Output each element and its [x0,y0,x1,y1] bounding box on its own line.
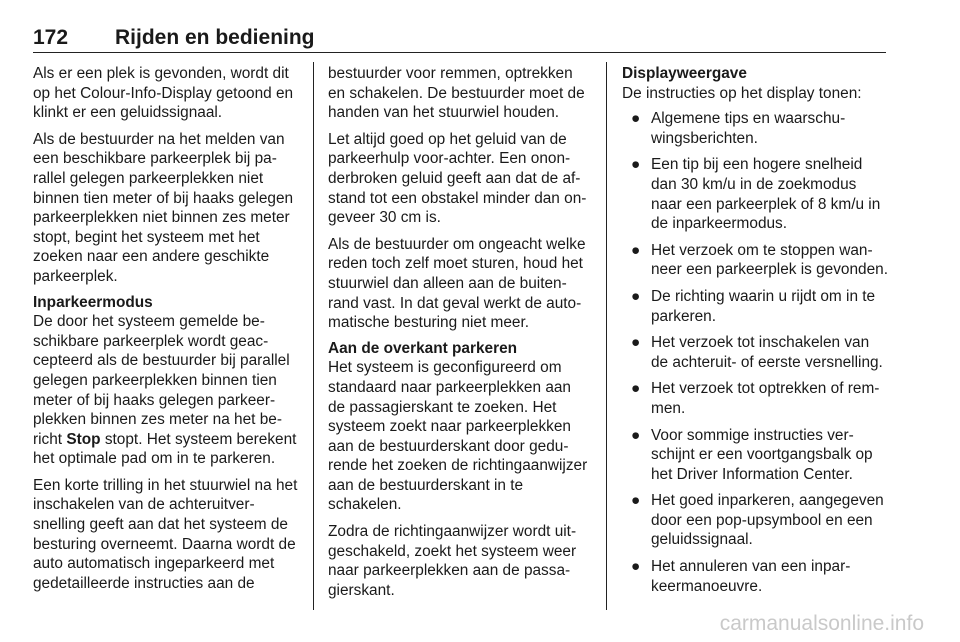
paragraph: bestuurder voor remmen, optrekken en schakelen. De bestuurder moet de handen van het stuurwiel houden. [328,65,585,122]
paragraph: Als de bestuurder na het melden van een beschikbare parkeerplek bij parallel gelegen parkeerplekken niet binnen tien meter of bij haaks gelegen parkeerplekken niet binnen zes meter stopt, begint het systeem met het zoeken naar een andere geschikte parkeerplek. [33,130,294,285]
paragraph: Het systeem is geconfigureerd om standaard naar parkeerplekken aan de passagierskant te zoeken. Het systeem zoekt naar parkeerplekken aan de bestuurderskant door gedurende het zoeken de richtingaanwijzer aan de bestuurderskant in te schakelen. [328,359,588,514]
column-2 [328,64,592,607]
section-heading-displayweergave: Displayweergave [622,65,747,82]
list-item-text: Het verzoek om te stoppen wanneer een parkeerplek is gevonden. [651,241,889,279]
list-item-text: Algemene tips en waarschuwingsberichten. [651,110,846,147]
list-item-text: Een tip bij een hogere snelheid dan 30 km/u in de zoekmodus naar een parkeerplek of 8 km/u in de inparkeermodus. [651,156,881,233]
watermark: carmanualsonline.info [719,612,924,635]
bullet-icon: ● [631,558,641,576]
list-item [622,557,888,596]
paragraph: Let altijd goed op het geluid van de parkeerhulp voor-achter. Een ononderbroken geluid geeft aan dat de afstand tot een obstakel minder dan ongeveer 30 cm is. [328,130,587,227]
page-header [33,22,886,53]
bullet-icon: ● [631,110,641,128]
chapter-title: Rijden en bediening [115,26,315,49]
list-item [622,426,888,485]
page-number: 172 [33,26,69,49]
bullet-icon: ● [631,241,641,259]
bullet-icon: ● [631,287,641,305]
paragraph: Als de bestuurder om ongeacht welke reden toch zelf moet sturen, houd het stuurwiel dan alleen aan de buitenrand vast. In dat geval werkt de automatische besturing niet meer. [328,235,586,332]
text-span: stopt. Het systeem berekent het optimale pad om in te parkeren. [33,430,297,468]
bullet-icon: ● [631,380,641,398]
column-divider-1 [313,62,314,610]
instruction-list [622,109,888,596]
list-item-text: Het verzoek tot optrekken of remmen. [651,380,880,417]
list-item [622,491,888,550]
column-3 [622,64,888,603]
paragraph [33,312,301,469]
bullet-icon: ● [631,426,641,444]
stop-keyword: Stop [66,430,101,448]
list-item-text: Voor sommige instructies verschijnt er een voortgangsbalk op het Driver Information Center. [651,426,873,483]
bullet-icon: ● [631,156,641,174]
list-intro: De instructies op het display tonen: [622,84,862,102]
paragraph: Zodra de richtingaanwijzer wordt uitgeschakeld, zoekt het systeem weer naar parkeerplekken aan de passagierskant. [328,523,577,599]
section-heading-overkant-parkeren: Aan de overkant parkeren [328,339,518,357]
paragraph: Als er een plek is gevonden, wordt dit op het Colour-Info-Display getoond en klinkt er een geluidssignaal. [33,65,294,122]
list-item [622,241,888,280]
paragraph: Een korte trilling in het stuurwiel na het inschakelen van de achteruitversnelling geeft aan dat het systeem de besturing overneemt. Daarna wordt de auto automatisch ingeparkeerd met gedetailleerde instructies aan de [33,476,298,592]
bullet-icon: ● [631,334,641,352]
list-item [622,287,888,326]
list-item [622,155,888,233]
column-1 [33,64,301,600]
column-divider-2 [606,62,607,610]
section-heading-inparkeermodus: Inparkeermodus [33,293,153,311]
text-span: De door het systeem gemelde beschikbare parkeerplek wordt geaccepteerd als de bestuurder bij parallel gelegen parkeerplekken binnen tien meter of bij haaks gelegen parkeerplekken binnen zes meter na het bericht [33,313,290,448]
list-item [622,379,888,418]
list-item-text: Het verzoek tot inschakelen van de achteruit- of eerste versnelling. [651,334,883,371]
bullet-icon: ● [631,492,641,510]
list-item [622,109,888,148]
list-item-text: De richting waarin u rijdt om in te parkeren. [651,287,876,325]
list-item-text: Het annuleren van een inparkeermanoeuvre. [651,558,851,595]
list-item [622,333,888,372]
list-item-text: Het goed inparkeren, aangegeven door een pop-upsymbool en een geluidssignaal. [651,492,884,549]
